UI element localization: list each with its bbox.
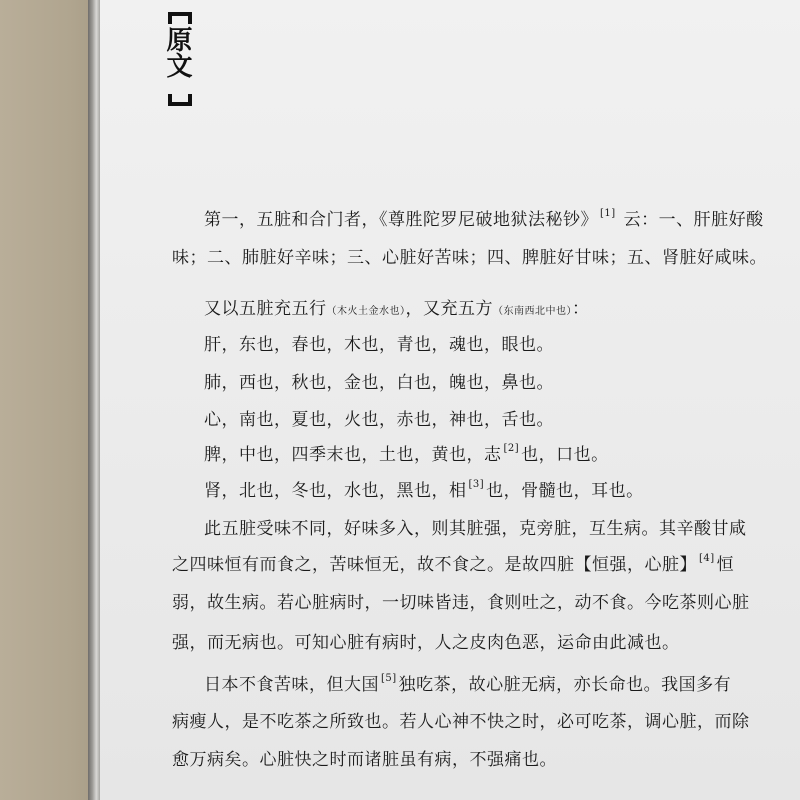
text-line (204, 476, 644, 501)
text-line (204, 294, 590, 319)
text-span: ，又充五方 (405, 299, 493, 319)
text-span: ： (572, 299, 590, 319)
heading-bracket-bottom (168, 94, 192, 106)
text-line (172, 243, 767, 268)
text-span: 味；二、肺脏好辛味；三、心脏好苦味；四、脾脏好甘味；五、肾脏好咸味。 (172, 248, 767, 268)
footnote-marker: [3] (468, 479, 485, 491)
text-span: 愈万病矣。心脏快之时而诸脏虽有病，不强痛也。 (172, 750, 557, 770)
background-cloth (0, 0, 100, 800)
text-span: 也，口也。 (521, 445, 609, 465)
text-line (172, 745, 557, 770)
text-span: 弱，故生病。若心脏病时，一切味皆违，食则吐之，动不食。今吃茶则心脏 (172, 593, 750, 613)
text-span: 肾，北也，冬也，水也，黑也，相 (204, 481, 467, 501)
text-span: 此五脏受味不同，好味多入，则其脏强，克旁脏，互生病。其辛酸甘咸 (204, 519, 747, 539)
text-line (204, 330, 554, 355)
text-line (204, 514, 747, 539)
text-span: 恒 (716, 555, 735, 575)
text-line (204, 670, 731, 695)
text-span: 独吃茶，故心脏无病，亦长命也。我国多有 (398, 675, 732, 695)
text-span: 脾，中也，四季末也，土也，黄也，志 (204, 445, 502, 465)
footnote-marker: [1] (600, 208, 616, 220)
text-line (172, 707, 750, 732)
inline-annotation: （木火土金水也） (326, 306, 406, 317)
text-span: 肝，东也，春也，木也，青也，魂也，眼也。 (204, 335, 554, 355)
text-span: 病瘦人，是不吃茶之所致也。若人心神不快之时，必可吃茶，调心脏，而除 (172, 712, 750, 732)
section-heading (162, 12, 194, 106)
text-line (204, 405, 554, 430)
footnote-marker: [2] (503, 443, 520, 455)
text-span: 也，骨髓也，耳也。 (486, 481, 644, 501)
text-span: 之四味恒有而食之，苦味恒无，故不食之。是故四脏【恒强，心脏】 (172, 555, 697, 575)
text-span: 云：一、肝脏好酸 (617, 210, 764, 230)
text-line (172, 588, 750, 613)
inline-annotation: （东南西北中也） (493, 306, 572, 317)
text-line (204, 440, 609, 465)
heading-text: 原文 (162, 26, 192, 78)
text-span: 强，而无病也。可知心脏有病时，人之皮肉色恶，运命由此减也。 (172, 633, 680, 653)
heading-bracket-top (168, 12, 192, 24)
text-span: 第一，五脏和合门者，《尊胜陀罗尼破地狱法秘钞》 (204, 210, 598, 230)
text-span: 心，南也，夏也，火也，赤也，神也，舌也。 (204, 410, 554, 430)
text-span: 肺，西也，秋也，金也，白也，魄也，鼻也。 (204, 373, 554, 393)
text-line (204, 205, 764, 230)
footnote-marker: [5] (381, 673, 397, 685)
text-line (172, 550, 734, 575)
text-line (204, 368, 554, 393)
text-span: 又以五脏充五行 (204, 299, 327, 319)
text-span: 日本不食苦味，但大国 (204, 675, 379, 695)
text-line (172, 628, 680, 653)
footnote-marker: [4] (699, 553, 715, 565)
